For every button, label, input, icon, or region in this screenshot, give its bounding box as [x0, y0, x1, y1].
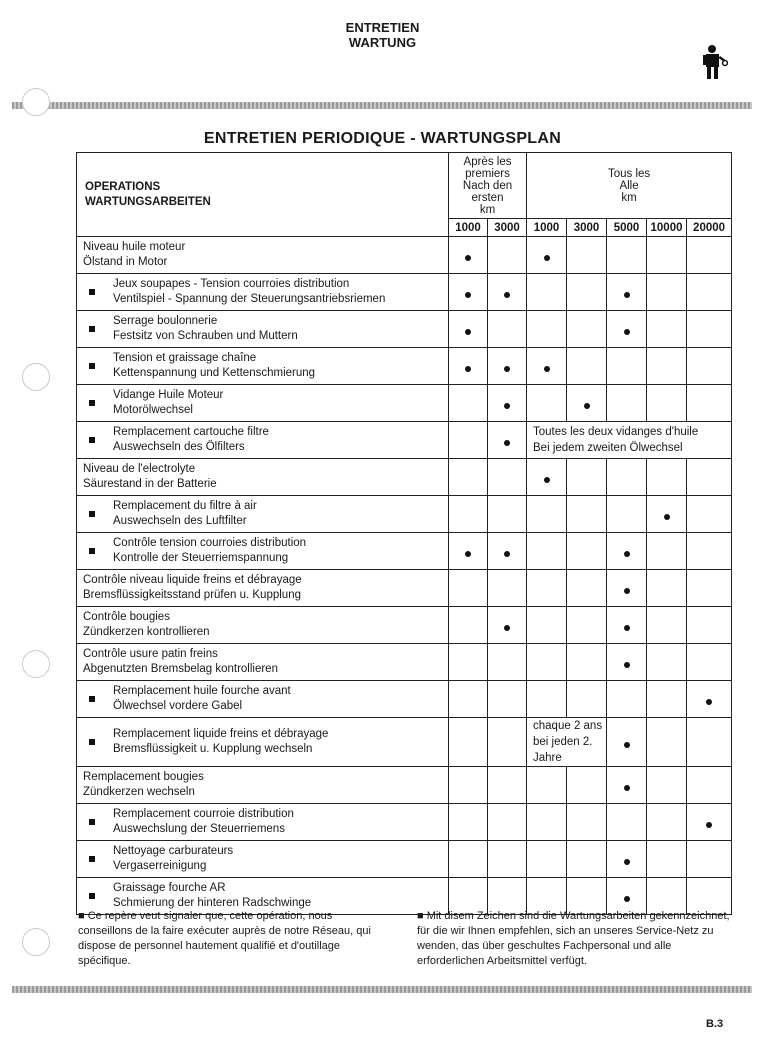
- dealer-square-icon: [89, 856, 95, 862]
- schedule-cell: [527, 274, 567, 311]
- schedule-cell: [488, 496, 527, 533]
- schedule-cell: [647, 348, 687, 385]
- schedule-cell: [449, 422, 488, 459]
- schedule-cell: [449, 570, 488, 607]
- schedule-dot: [624, 859, 630, 865]
- schedule-cell: [647, 681, 687, 718]
- schedule-cell: [488, 422, 527, 459]
- operation-de: Festsitz von Schrauben und Muttern: [113, 330, 298, 342]
- schedule-cell: [567, 570, 607, 607]
- interval-note: [527, 718, 607, 767]
- group1-line: Nach den ersten: [462, 179, 513, 204]
- dealer-square-icon: [89, 326, 95, 332]
- table-row: [77, 681, 732, 718]
- table-row: [77, 348, 732, 385]
- schedule-cell: [488, 311, 527, 348]
- table-row: [77, 841, 732, 878]
- interval-note-de: Bei jedem zweiten Ölwechsel: [533, 442, 683, 454]
- schedule-dot: [504, 366, 510, 372]
- table-row: [77, 607, 732, 644]
- operation-cell: [77, 644, 449, 681]
- group1-line: premiers: [465, 167, 510, 180]
- maintenance-table: [76, 152, 732, 915]
- schedule-dot: [706, 822, 712, 828]
- schedule-dot: [624, 742, 630, 748]
- operation-fr: Remplacement cartouche filtre: [113, 426, 269, 438]
- km-header: 5000: [607, 219, 647, 237]
- schedule-cell: [567, 607, 607, 644]
- schedule-cell: [607, 841, 647, 878]
- schedule-cell: [647, 718, 687, 767]
- operation-fr: Contrôle tension courroies distribution: [113, 537, 307, 549]
- operation-de: Auswechslung der Steuerriemens: [113, 823, 285, 835]
- operation-de: Bremsflüssigkeit u. Kupplung wechseln: [113, 743, 313, 755]
- schedule-cell: [647, 570, 687, 607]
- schedule-cell: [567, 767, 607, 804]
- schedule-cell: [488, 570, 527, 607]
- schedule-cell: [647, 237, 687, 274]
- operation-cell: [77, 681, 449, 718]
- schedule-cell: [647, 804, 687, 841]
- schedule-cell: [567, 496, 607, 533]
- schedule-cell: [607, 348, 647, 385]
- interval-note-fr: Toutes les deux vidanges d'huile: [533, 426, 699, 438]
- table-row: [77, 570, 732, 607]
- km-header: 1000: [449, 219, 488, 237]
- maintenance-table-body: [77, 237, 732, 915]
- schedule-cell: [687, 570, 732, 607]
- schedule-cell: [687, 237, 732, 274]
- schedule-cell: [488, 385, 527, 422]
- operation-cell: [77, 841, 449, 878]
- schedule-cell: [527, 644, 567, 681]
- schedule-cell: [488, 841, 527, 878]
- dealer-square-icon: [89, 893, 95, 899]
- footnote-fr: ■ Ce repère veut signaler que, cette opération, nous conseillons de la faire exécuter auprès de notre Réseau, qui dispose de personnel hautement qualifié et d'outillage spécifique.: [78, 910, 371, 967]
- schedule-cell: [647, 841, 687, 878]
- section-header-de: WARTUNG: [348, 35, 417, 50]
- dealer-square-icon: [89, 696, 95, 702]
- schedule-cell: [567, 311, 607, 348]
- schedule-cell: [687, 533, 732, 570]
- operation-de: Ölstand in Motor: [83, 256, 168, 268]
- operation-cell: [77, 311, 449, 348]
- schedule-cell: [449, 496, 488, 533]
- schedule-cell: [687, 718, 732, 767]
- schedule-cell: [488, 348, 527, 385]
- operation-cell: [77, 804, 449, 841]
- schedule-cell: [527, 237, 567, 274]
- table-row: [77, 496, 732, 533]
- operation-de: Ventilspiel - Spannung der Steuerungsantriebsriemen: [113, 293, 386, 305]
- schedule-cell: [687, 385, 732, 422]
- operation-fr: Jeux soupapes - Tension courroies distribution: [113, 278, 350, 290]
- table-row: [77, 804, 732, 841]
- mechanic-icon: [702, 44, 728, 80]
- schedule-cell: [527, 767, 567, 804]
- page-title: ENTRETIEN PERIODIQUE - WARTUNGSPLAN: [203, 130, 562, 147]
- punch-hole: [22, 650, 50, 678]
- punch-hole: [22, 88, 50, 116]
- operations-header-de: WARTUNGSARBEITEN: [85, 195, 211, 208]
- operation-cell: [77, 422, 449, 459]
- schedule-cell: [607, 274, 647, 311]
- operation-fr: Contrôle usure patin freins: [83, 648, 218, 660]
- schedule-dot: [624, 896, 630, 902]
- schedule-cell: [687, 496, 732, 533]
- operation-cell: [77, 718, 449, 767]
- bottom-rule: [12, 986, 752, 993]
- schedule-cell: [527, 841, 567, 878]
- schedule-cell: [527, 533, 567, 570]
- schedule-cell: [488, 681, 527, 718]
- punch-hole: [22, 928, 50, 956]
- schedule-dot: [504, 403, 510, 409]
- schedule-cell: [567, 459, 607, 496]
- schedule-cell: [607, 607, 647, 644]
- operation-fr: Contrôle bougies: [83, 611, 170, 623]
- operation-fr: Contrôle niveau liquide freins et débrayage: [83, 574, 302, 586]
- schedule-cell: [567, 274, 607, 311]
- schedule-cell: [488, 804, 527, 841]
- schedule-cell: [527, 385, 567, 422]
- schedule-cell: [488, 459, 527, 496]
- schedule-cell: [449, 718, 488, 767]
- schedule-cell: [687, 274, 732, 311]
- schedule-cell: [449, 644, 488, 681]
- operation-cell: [77, 459, 449, 496]
- schedule-cell: [527, 607, 567, 644]
- schedule-dot: [624, 292, 630, 298]
- schedule-cell: [488, 237, 527, 274]
- table-row: [77, 718, 732, 767]
- operations-header-fr: OPERATIONS: [85, 180, 161, 193]
- schedule-cell: [527, 311, 567, 348]
- schedule-dot: [544, 477, 550, 483]
- schedule-cell: [647, 385, 687, 422]
- interval-note: [527, 422, 732, 459]
- schedule-cell: [647, 607, 687, 644]
- schedule-dot: [624, 625, 630, 631]
- operation-de: Vergaserreinigung: [113, 860, 207, 872]
- schedule-cell: [567, 533, 607, 570]
- schedule-cell: [567, 237, 607, 274]
- operation-fr: Remplacement liquide freins et débrayage: [113, 728, 329, 740]
- km-header: 20000: [687, 219, 732, 237]
- schedule-cell: [527, 496, 567, 533]
- operation-cell: [77, 533, 449, 570]
- top-rule: [12, 102, 752, 109]
- schedule-cell: [607, 767, 647, 804]
- schedule-dot: [624, 551, 630, 557]
- operation-cell: [77, 570, 449, 607]
- schedule-cell: [567, 681, 607, 718]
- operation-de: Abgenutzten Bremsbelag kontrollieren: [83, 663, 278, 675]
- group2-line: km: [621, 191, 637, 204]
- schedule-cell: [687, 644, 732, 681]
- schedule-cell: [647, 459, 687, 496]
- schedule-cell: [567, 841, 607, 878]
- punch-hole: [22, 363, 50, 391]
- schedule-dot: [504, 440, 510, 446]
- schedule-cell: [567, 348, 607, 385]
- operation-de: Auswechseln des Ölfilters: [113, 441, 245, 453]
- schedule-cell: [647, 496, 687, 533]
- operation-cell: [77, 237, 449, 274]
- schedule-cell: [647, 311, 687, 348]
- group2-line: Alle: [619, 179, 639, 192]
- schedule-cell: [687, 681, 732, 718]
- schedule-cell: [527, 459, 567, 496]
- schedule-dot: [504, 625, 510, 631]
- schedule-cell: [607, 496, 647, 533]
- group2-line: Tous les: [607, 167, 651, 180]
- km-header: 3000: [488, 219, 527, 237]
- interval-note-de: bei jeden 2. Jahre: [533, 736, 593, 764]
- schedule-cell: [607, 311, 647, 348]
- km-header: 1000: [527, 219, 567, 237]
- schedule-cell: [449, 607, 488, 644]
- dealer-square-icon: [89, 289, 95, 295]
- operation-fr: Nettoyage carburateurs: [113, 845, 234, 857]
- schedule-dot: [465, 255, 471, 261]
- operation-de: Kontrolle der Steuerriemspannung: [113, 552, 289, 564]
- table-row: [77, 274, 732, 311]
- group1-line: Après les: [463, 155, 512, 168]
- schedule-cell: [449, 804, 488, 841]
- operation-fr: Niveau de l'electrolyte: [83, 463, 196, 475]
- operation-fr: Tension et graissage chaîne: [113, 352, 257, 364]
- schedule-dot: [504, 292, 510, 298]
- schedule-cell: [607, 459, 647, 496]
- schedule-cell: [449, 681, 488, 718]
- schedule-cell: [607, 570, 647, 607]
- km-header: 3000: [567, 219, 607, 237]
- operation-cell: [77, 274, 449, 311]
- dealer-square-icon: [89, 400, 95, 406]
- table-row: [77, 311, 732, 348]
- schedule-cell: [687, 311, 732, 348]
- operation-cell: [77, 348, 449, 385]
- dealer-square-icon: [89, 363, 95, 369]
- schedule-dot: [465, 329, 471, 335]
- operation-de: Motorölwechsel: [113, 404, 193, 416]
- schedule-cell: [607, 681, 647, 718]
- schedule-cell: [449, 385, 488, 422]
- schedule-cell: [607, 644, 647, 681]
- table-row: [77, 422, 732, 459]
- operation-fr: Remplacement courroie distribution: [113, 808, 294, 820]
- operation-de: Säurestand in der Batterie: [83, 478, 217, 490]
- group1-line: km: [479, 203, 496, 216]
- schedule-cell: [647, 533, 687, 570]
- schedule-cell: [527, 681, 567, 718]
- operation-de: Kettenspannung und Kettenschmierung: [113, 367, 316, 379]
- dealer-square-icon: [89, 437, 95, 443]
- schedule-dot: [706, 699, 712, 705]
- every-interval-header: [527, 153, 732, 219]
- operation-cell: [77, 496, 449, 533]
- km-header: 10000: [647, 219, 687, 237]
- operation-fr: Remplacement bougies: [83, 771, 204, 783]
- schedule-cell: [449, 237, 488, 274]
- schedule-cell: [488, 767, 527, 804]
- schedule-cell: [607, 237, 647, 274]
- schedule-cell: [567, 385, 607, 422]
- schedule-cell: [449, 533, 488, 570]
- operation-de: Auswechseln des Luftfilter: [113, 515, 247, 527]
- schedule-cell: [449, 459, 488, 496]
- schedule-cell: [449, 841, 488, 878]
- table-row: [77, 459, 732, 496]
- footnote-de: ■ Mit disem Zeichen sind die Wartungsarbeiten gekennzeichnet, für die wir Ihnen empfehlen, sich an unseres Service-Netz zu wenden, das über geschultes Fachpersonal und alle erforderlichen Arbeitsmittel verfügt.: [417, 910, 730, 967]
- operation-fr: Serrage boulonnerie: [113, 315, 218, 327]
- operation-cell: [77, 767, 449, 804]
- schedule-cell: [449, 274, 488, 311]
- table-row: [77, 644, 732, 681]
- schedule-dot: [544, 255, 550, 261]
- schedule-cell: [567, 804, 607, 841]
- table-row: [77, 533, 732, 570]
- dealer-square-icon: [89, 819, 95, 825]
- schedule-cell: [687, 607, 732, 644]
- schedule-cell: [488, 607, 527, 644]
- schedule-dot: [624, 329, 630, 335]
- dealer-square-icon: [89, 548, 95, 554]
- operation-fr: Niveau huile moteur: [83, 241, 186, 253]
- schedule-cell: [647, 274, 687, 311]
- operation-fr: Vidange Huile Moteur: [113, 389, 224, 401]
- schedule-cell: [687, 459, 732, 496]
- schedule-dot: [624, 588, 630, 594]
- dealer-square-icon: [89, 739, 95, 745]
- operation-de: Ölwechsel vordere Gabel: [113, 700, 243, 712]
- operation-cell: [77, 607, 449, 644]
- section-header-fr: ENTRETIEN: [345, 20, 420, 35]
- schedule-cell: [567, 644, 607, 681]
- schedule-dot: [504, 551, 510, 557]
- schedule-dot: [465, 292, 471, 298]
- first-service-header: [449, 153, 527, 219]
- operations-header: [77, 153, 449, 237]
- schedule-cell: [607, 533, 647, 570]
- table-row: [77, 237, 732, 274]
- schedule-dot: [624, 785, 630, 791]
- schedule-cell: [607, 385, 647, 422]
- dealer-square-icon: [89, 511, 95, 517]
- operation-de: Zündkerzen wechseln: [83, 786, 195, 798]
- schedule-cell: [449, 311, 488, 348]
- schedule-dot: [465, 366, 471, 372]
- section-header: [0, 20, 765, 50]
- schedule-cell: [687, 348, 732, 385]
- operation-fr: Graissage fourche AR: [113, 882, 226, 894]
- schedule-cell: [607, 718, 647, 767]
- schedule-dot: [465, 551, 471, 557]
- schedule-cell: [527, 804, 567, 841]
- schedule-cell: [488, 274, 527, 311]
- operation-fr: Remplacement huile fourche avant: [113, 685, 291, 697]
- schedule-dot: [544, 366, 550, 372]
- schedule-cell: [687, 767, 732, 804]
- schedule-cell: [488, 718, 527, 767]
- schedule-cell: [647, 767, 687, 804]
- schedule-cell: [449, 348, 488, 385]
- schedule-cell: [687, 841, 732, 878]
- table-row: [77, 767, 732, 804]
- operation-fr: Remplacement du filtre à air: [113, 500, 257, 512]
- schedule-cell: [647, 644, 687, 681]
- schedule-cell: [488, 644, 527, 681]
- schedule-dot: [624, 662, 630, 668]
- schedule-cell: [449, 767, 488, 804]
- schedule-cell: [607, 804, 647, 841]
- page-number: B.3: [706, 1018, 724, 1030]
- schedule-dot: [584, 403, 590, 409]
- schedule-dot: [664, 514, 670, 520]
- schedule-cell: [488, 533, 527, 570]
- table-row: [77, 385, 732, 422]
- schedule-cell: [687, 804, 732, 841]
- operation-de: Schmierung der hinteren Radschwinge: [113, 897, 312, 909]
- schedule-cell: [527, 570, 567, 607]
- interval-note-fr: chaque 2 ans: [533, 720, 603, 732]
- operation-de: Zündkerzen kontrollieren: [83, 626, 210, 638]
- operation-cell: [77, 385, 449, 422]
- operation-de: Bremsflüssigkeitsstand prüfen u. Kupplung: [83, 589, 301, 601]
- schedule-cell: [527, 348, 567, 385]
